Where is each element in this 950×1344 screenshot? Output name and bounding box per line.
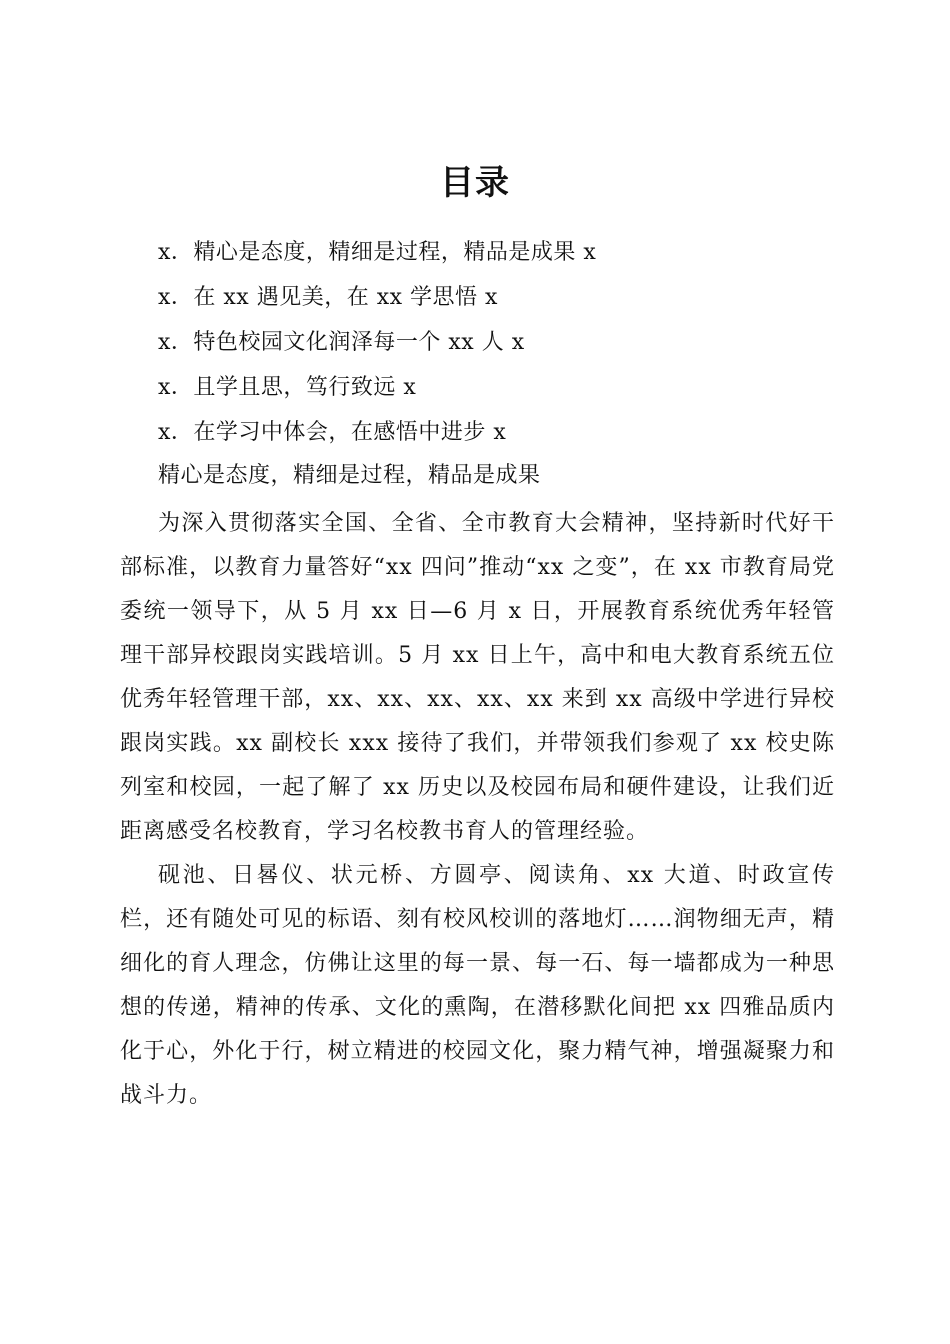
toc-item: x．在 xx 遇见美，在 xx 学思悟 x [158,285,498,310]
table-of-contents [158,238,858,463]
article-paragraph: 为深入贯彻落实全国、全省、全市教育大会精神，坚持新时代好干部标准，以教育力量答好“xx 四问”推动“xx 之变”，在 xx 市教育局党委统一领导下，从 5 月 xx 日—6 月 x 日，开展教育系统优秀年轻管理干部异校跟岗实践培训。5 月 xx 日上午，高中和电大教育系统五位优秀年轻管理干部，xx、xx、xx、xx、xx 来到 xx 高级中学进行异校跟岗实践。xx 副校长 xxx 接待了我们，并带领我们参观了 xx 校史陈列室和校园，一起了解了 xx 历史以及校园布局和硬件建设，让我们近距离感受名校教育，学习名校教书育人的管理经验。 [120,511,835,844]
article-paragraph: 砚池、日晷仪、状元桥、方圆亭、阅读角、xx 大道、时政宣传栏，还有随处可见的标语、刻有校风校训的落地灯……润物细无声，精细化的育人理念，仿佛让这里的每一景、每一石、每一墙都成为一种思想的传递，精神的传承、文化的熏陶，在潜移默化间把 xx 四雅品质内化于心，外化于行，树立精进的校园文化，聚力精气神，增强凝聚力和战斗力。 [120,863,835,1108]
article-body [120,458,835,1118]
article-heading: 精心是态度，精细是过程，精品是成果 [158,463,541,488]
toc-item: x．特色校园文化润泽每一个 xx 人 x [158,330,525,355]
toc-item: x．且学且思，笃行致远 x [158,375,417,400]
page-title: 目录 [440,162,510,203]
toc-item: x．精心是态度，精细是过程，精品是成果 x [158,240,597,265]
toc-item: x．在学习中体会，在感悟中进步 x [158,420,507,445]
